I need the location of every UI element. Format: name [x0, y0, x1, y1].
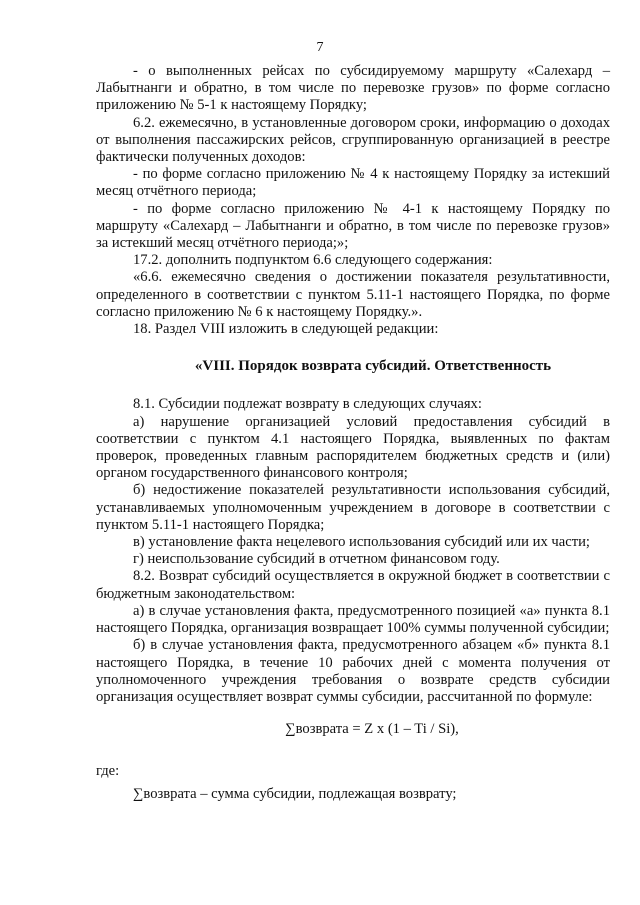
- paragraph-6-2: 6.2. ежемесячно, в установленные договором сроки, информацию о доходах от выполнения пассажирских рейсов, сгруппированную организацией в реестре фактически полученных доходов:: [96, 114, 610, 166]
- paragraph-8-2-a: а) в случае установления факта, предусмотренного позицией «а» пункта 8.1 настоящего Порядка, организация возвращает 100% суммы полученной субсидии;: [96, 602, 610, 637]
- paragraph-form-4: - по форме согласно приложению № 4 к настоящему Порядку за истекший месяц отчётного периода;: [96, 166, 610, 200]
- paragraph-trips-report: - о выполненных рейсах по субсидируемому маршруту «Салехард – Лабытнанги и обратно, в том числе по перевозке грузов» по форме согласно приложению № 5-1 к настоящему Порядку;: [96, 63, 610, 114]
- definition-refund-sum: ∑возврата – сумма субсидии, подлежащая возврату;: [133, 785, 457, 802]
- refund-formula: ∑возврата = Z x (1 – Ti / Si),: [285, 721, 459, 738]
- paragraph-8-1-v: в) установление факта нецелевого использования субсидий или их части;: [133, 534, 590, 551]
- section-heading: «VIII. Порядок возврата субсидий. Ответственность: [194, 358, 552, 375]
- paragraph-8-2: 8.2. Возврат субсидий осуществляется в окружной бюджет в соответствии с бюджетным законодательством:: [96, 568, 610, 602]
- paragraph-17-2: 17.2. дополнить подпунктом 6.6 следующего содержания:: [133, 252, 493, 269]
- paragraph-8-2-b: б) в случае установления факта, предусмотренного абзацем «б» пункта 8.1 настоящего Порядка, в течение 10 рабочих дней с момента получения от уполномоченного учреждения требования о возврате средств субсидии организация осуществляет возврат суммы субсидии, рассчитанной по формуле:: [96, 637, 610, 705]
- page-number: 7: [316, 40, 324, 55]
- paragraph-6-6: «6.6. ежемесячно сведения о достижении показателя результативности, определенного в соответствии с пунктом 5.11-1 настоящего Порядка, по форме согласно приложению № 6 к настоящему Порядку.».: [96, 269, 610, 320]
- paragraph-8-1: 8.1. Субсидии подлежат возврату в следующих случаях:: [133, 396, 482, 413]
- paragraph-8-1-g: г) неиспользование субсидий в отчетном финансовом году.: [133, 551, 500, 568]
- paragraph-8-1-b: б) недостижение показателей результативности использования субсидий, устанавливаемых уполномоченным учреждением в договоре в соответствии с пунктом 5.11-1 настоящего Порядка;: [96, 482, 610, 533]
- paragraph-form-4-1: - по форме согласно приложению № 4-1 к настоящему Порядку по маршруту «Салехард – Лабытнанги и обратно, в том числе по перевозке грузов» за истекший месяц отчётного периода;»;: [96, 200, 610, 252]
- where-label: где:: [96, 763, 120, 780]
- paragraph-8-1-a: а) нарушение организацией условий предоставления субсидий в соответствии с пунктом 4.1 настоящего Порядка, выявленных по фактам проверок, проведенных главным распорядителем бюджетных средств и (или) органом государственного финансового контроля;: [96, 413, 610, 482]
- paragraph-18: 18. Раздел VIII изложить в следующей редакции:: [133, 321, 439, 338]
- document-body: [96, 63, 610, 803]
